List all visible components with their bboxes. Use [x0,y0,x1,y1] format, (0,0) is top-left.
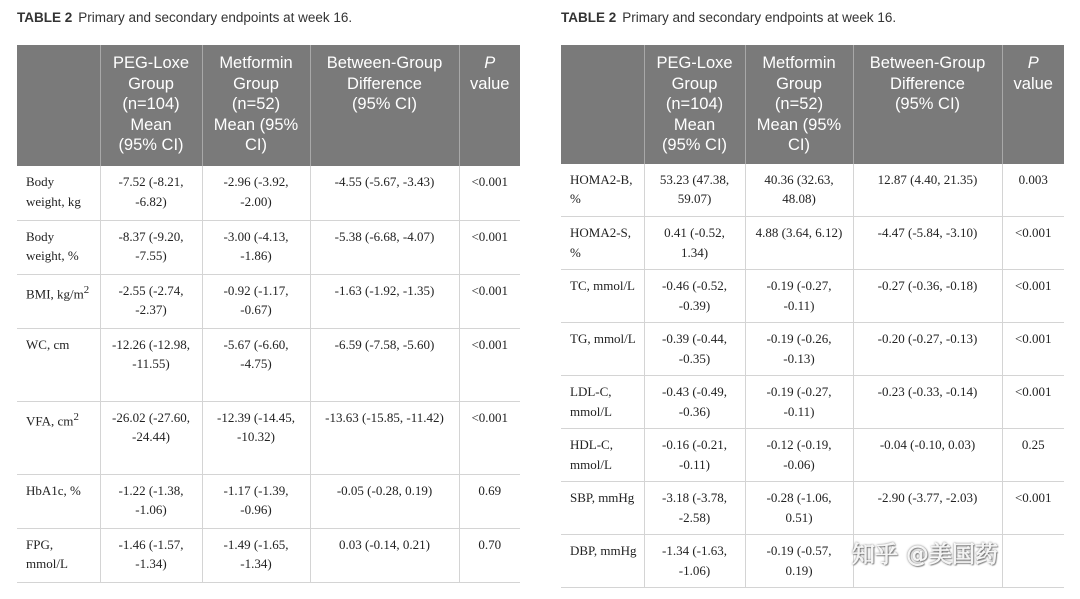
header-p-value: P value [459,45,520,166]
cell-metformin: 40.36 (32.63, 48.08) [745,164,853,217]
cell-p-value: <0.001 [459,328,520,401]
cell-p-value: <0.001 [459,166,520,220]
header-difference: Between-Group Difference (95% CI) [310,45,459,166]
watermark: 知乎 @美国药 [852,542,999,568]
cell-p-value: 0.69 [459,474,520,528]
cell-difference: 0.03 (-0.14, 0.21) [310,528,459,582]
table-row [561,270,1064,323]
cell-peg-loxe: -26.02 (-27.60, -24.44) [100,401,202,474]
header-row [17,45,520,166]
superscript: 2 [73,410,79,423]
row-label: SBP, mmHg [561,482,644,535]
cell-metformin: -2.96 (-3.92, -2.00) [202,166,310,220]
cell-peg-loxe: -8.37 (-9.20, -7.55) [100,220,202,274]
row-label: TG, mmol/L [561,323,644,376]
cell-p-value: 0.003 [1002,164,1064,217]
header-peg-loxe: PEG-Loxe Group (n=104) Mean (95% CI) [100,45,202,166]
row-label: TC, mmol/L [561,270,644,323]
cell-peg-loxe: -2.55 (-2.74, -2.37) [100,274,202,328]
cell-metformin: -0.12 (-0.19, -0.06) [745,429,853,482]
cell-metformin: -0.19 (-0.26, -0.13) [745,323,853,376]
cell-metformin: -0.19 (-0.57, 0.19) [745,535,853,588]
caption-label: TABLE 2 [17,10,73,25]
row-label: HOMA2-S, % [561,217,644,270]
cell-peg-loxe: -1.22 (-1.38, -1.06) [100,474,202,528]
table-row [561,217,1064,270]
superscript: 2 [83,283,90,296]
row-label: VFA, $cm^2$ [17,401,100,474]
table-row [561,323,1064,376]
caption-label: TABLE 2 [561,10,617,25]
header-row [561,45,1064,164]
table-row [561,482,1064,535]
header-endpoint [561,45,644,164]
cell-difference: -5.38 (-6.68, -4.07) [310,220,459,274]
row-label: Body weight, kg [17,166,100,220]
cell-metformin: -1.49 (-1.65, -1.34) [202,528,310,582]
cell-p-value: <0.001 [459,401,520,474]
cell-metformin: -0.19 (-0.27, -0.11) [745,376,853,429]
cell-peg-loxe: -3.18 (-3.78, -2.58) [644,482,745,535]
table-row [561,164,1064,217]
cell-difference: -0.27 (-0.36, -0.18) [853,270,1002,323]
cell-difference: -0.23 (-0.33, -0.14) [853,376,1002,429]
cell-peg-loxe: 53.23 (47.38, 59.07) [644,164,745,217]
cell-difference: -6.59 (-7.58, -5.60) [310,328,459,401]
cell-peg-loxe: -7.52 (-8.21, -6.82) [100,166,202,220]
cell-difference: -0.20 (-0.27, -0.13) [853,323,1002,376]
header-endpoint [17,45,100,166]
caption-title: Primary and secondary endpoints at week 16. [78,10,353,25]
cell-difference: -1.63 (-1.92, -1.35) [310,274,459,328]
table-caption [17,10,352,25]
row-label: WC, cm [17,328,100,401]
table-row [17,401,520,474]
header-metformin: Metformin Group (n=52) Mean (95% CI) [745,45,853,164]
cell-peg-loxe: 0.41 (-0.52, 1.34) [644,217,745,270]
table-row [17,474,520,528]
cell-metformin: -3.00 (-4.13, -1.86) [202,220,310,274]
cell-p-value: <0.001 [1002,270,1064,323]
cell-difference: -13.63 (-15.85, -11.42) [310,401,459,474]
row-label: HOMA2-B, % [561,164,644,217]
cell-difference: 12.87 (4.40, 21.35) [853,164,1002,217]
cell-metformin: -12.39 (-14.45, -10.32) [202,401,310,474]
table-row [561,429,1064,482]
cell-metformin: -1.17 (-1.39, -0.96) [202,474,310,528]
table-row [17,166,520,220]
caption-title: Primary and secondary endpoints at week 16. [622,10,897,25]
cell-p-value: 0.70 [459,528,520,582]
table-row [561,376,1064,429]
row-label: LDL-C, mmol/L [561,376,644,429]
cell-metformin: 4.88 (3.64, 6.12) [745,217,853,270]
cell-p-value [1002,535,1064,588]
cell-peg-loxe: -1.46 (-1.57, -1.34) [100,528,202,582]
cell-peg-loxe: -1.34 (-1.63, -1.06) [644,535,745,588]
endpoints-table [17,45,520,583]
header-peg-loxe: PEG-Loxe Group (n=104) Mean (95% CI) [644,45,745,164]
endpoints-table [561,45,1064,588]
cell-p-value: <0.001 [1002,217,1064,270]
row-label: BMI, $kg/m^2$ [17,274,100,328]
cell-difference: -0.04 (-0.10, 0.03) [853,429,1002,482]
header-p-value: P value [1002,45,1064,164]
table-row [17,274,520,328]
cell-metformin: -0.28 (-1.06, 0.51) [745,482,853,535]
cell-metformin: -0.92 (-1.17, -0.67) [202,274,310,328]
cell-p-value: <0.001 [1002,482,1064,535]
cell-peg-loxe: -0.39 (-0.44, -0.35) [644,323,745,376]
cell-difference: -0.05 (-0.28, 0.19) [310,474,459,528]
cell-p-value: 0.25 [1002,429,1064,482]
row-label: Body weight, % [17,220,100,274]
row-label: HbA1c, % [17,474,100,528]
cell-metformin: -5.67 (-6.60, -4.75) [202,328,310,401]
row-label: FPG, mmol/L [17,528,100,582]
cell-p-value: <0.001 [459,220,520,274]
cell-peg-loxe: -12.26 (-12.98, -11.55) [100,328,202,401]
cell-peg-loxe: -0.46 (-0.52, -0.39) [644,270,745,323]
cell-peg-loxe: -0.16 (-0.21, -0.11) [644,429,745,482]
cell-metformin: -0.19 (-0.27, -0.11) [745,270,853,323]
table-row [17,220,520,274]
header-difference: Between-Group Difference (95% CI) [853,45,1002,164]
table-row [17,528,520,582]
table-row [17,328,520,401]
table-caption [561,10,896,25]
cell-p-value: <0.001 [1002,376,1064,429]
cell-difference: -4.47 (-5.84, -3.10) [853,217,1002,270]
cell-p-value: <0.001 [459,274,520,328]
row-label: HDL-C, mmol/L [561,429,644,482]
header-metformin: Metformin Group (n=52) Mean (95% CI) [202,45,310,166]
cell-difference: -4.55 (-5.67, -3.43) [310,166,459,220]
row-label: DBP, mmHg [561,535,644,588]
cell-peg-loxe: -0.43 (-0.49, -0.36) [644,376,745,429]
cell-p-value: <0.001 [1002,323,1064,376]
cell-difference: -2.90 (-3.77, -2.03) [853,482,1002,535]
